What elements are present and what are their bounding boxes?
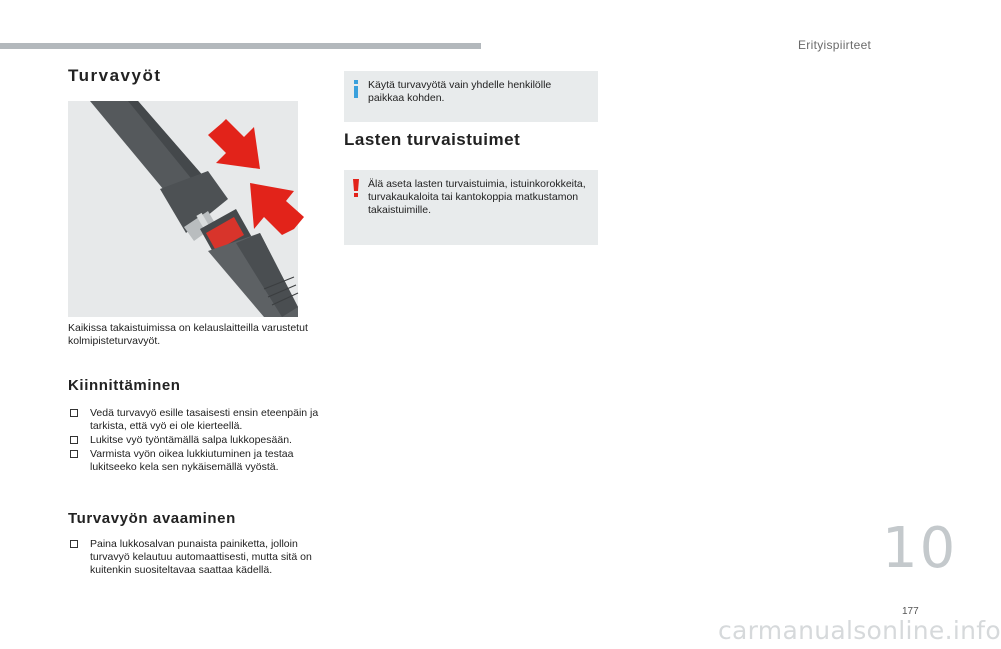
- info-note: [344, 71, 598, 122]
- list-item: Lukitse vyö työntämällä salpa lukkopesään.: [68, 434, 330, 447]
- illustration-caption: Kaikissa takaistuimissa on kelauslaitteilla varustetut kolmipisteturvavyöt.: [68, 322, 308, 347]
- child-seats-heading: Lasten turvaistuimet: [344, 130, 521, 149]
- section-label: Erityispiirteet: [798, 38, 872, 52]
- fastening-heading: Kiinnittäminen: [68, 377, 181, 394]
- fastening-steps: [68, 407, 330, 475]
- list-item: Vedä turvavyö esille tasaisesti ensin eteenpäin ja tarkista, että vyö ei ole kierteellä.: [68, 407, 330, 433]
- page-title: Turvavyöt: [68, 66, 162, 85]
- chapter-number: 10: [882, 516, 958, 581]
- top-rule: [0, 43, 481, 49]
- square-bullet-icon: [70, 436, 78, 444]
- info-note-text: Käytä turvavyötä vain yhdelle henkilölle paikkaa kohden.: [368, 79, 552, 104]
- info-icon: [352, 80, 360, 102]
- list-item: Paina lukkosalvan punaista painiketta, jolloin turvavyö kelautuu automaattisesti, mutta sitä on kuitenkin suositeltavaa saattaa kädellä.: [68, 538, 330, 577]
- watermark: carmanualsonline.info: [718, 616, 1001, 645]
- page-number: 177: [902, 606, 919, 617]
- unfastening-steps: [68, 538, 330, 578]
- square-bullet-icon: [70, 540, 78, 548]
- warning-note: [344, 170, 598, 245]
- warning-note-text: Älä aseta lasten turvaistuimia, istuinkorokkeita, turvakaukaloita tai kantokoppia matkustamon takaistuimille.: [368, 178, 586, 216]
- list-item: Varmista vyön oikea lukkiutuminen ja testaa lukitseeko kela sen nykäisemällä vyöstä.: [68, 448, 330, 474]
- square-bullet-icon: [70, 450, 78, 458]
- unfastening-heading: Turvavyön avaaminen: [68, 510, 236, 527]
- warning-icon: [352, 179, 360, 201]
- square-bullet-icon: [70, 409, 78, 417]
- seatbelt-illustration: [68, 101, 298, 317]
